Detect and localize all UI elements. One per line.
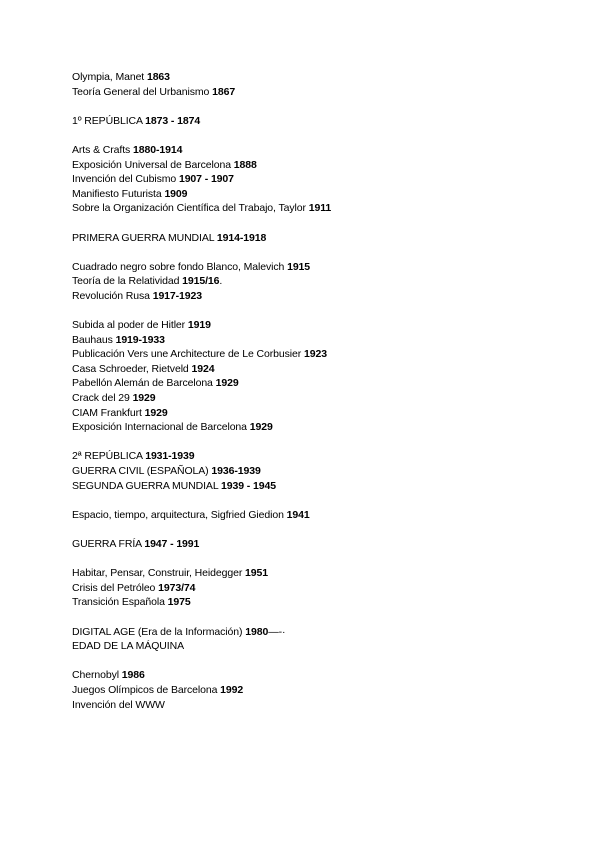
blank-line	[72, 216, 572, 231]
timeline-entry	[72, 260, 572, 275]
timeline-entry	[72, 376, 572, 391]
timeline-entry	[72, 114, 572, 129]
timeline-entry	[72, 231, 572, 246]
entry-date: 1929	[132, 392, 156, 405]
timeline-entry	[72, 333, 572, 348]
timeline-entry	[72, 406, 572, 421]
entry-date: 1888	[233, 158, 257, 171]
timeline-entry	[72, 85, 572, 100]
entry-text: Olympia, Manet	[72, 71, 147, 83]
timeline-entry	[72, 420, 572, 435]
entry-text: Chernobyl	[72, 669, 122, 682]
entry-date: 1867	[212, 85, 236, 98]
blank-line	[72, 245, 572, 260]
entry-text: DIGITAL AGE (Era de la Información)	[72, 625, 246, 638]
blank-line	[72, 522, 572, 537]
entry-text: GUERRA CIVIL (ESPAÑOLA)	[72, 465, 212, 478]
blank-line	[72, 99, 572, 114]
entry-date: 1973/74	[158, 581, 196, 594]
entry-date: 1919-1933	[115, 333, 165, 346]
entry-date: 1907 - 1907	[178, 173, 234, 186]
entry-date: 1936-1939	[211, 465, 261, 478]
entry-text: Arts & Crafts	[72, 143, 134, 156]
entry-text: Pabellón Alemán de Barcelona	[72, 377, 216, 390]
entry-date: 1947 - 1991	[144, 538, 200, 550]
entry-date: 1931-1939	[145, 450, 195, 463]
entry-text: Habitar, Pensar, Construir, Heidegger	[72, 567, 246, 580]
entry-text: Invención del WWW	[72, 698, 165, 711]
entry-text: GUERRA FRÍA	[72, 538, 145, 550]
timeline-entry	[72, 274, 572, 289]
timeline-entry	[72, 143, 572, 158]
timeline-entry	[72, 668, 572, 683]
entry-text: Exposición Universal de Barcelona	[72, 158, 234, 171]
timeline-entry	[72, 537, 572, 552]
entry-date: 1939 - 1945	[221, 479, 276, 492]
timeline-entry	[72, 289, 572, 304]
entry-date: 1975	[167, 596, 191, 609]
entry-date: 1911	[308, 202, 332, 215]
timeline-list	[72, 70, 572, 712]
entry-text: Casa Schroeder, Rietveld	[72, 362, 192, 375]
timeline-entry	[72, 187, 572, 202]
entry-date: 1941	[286, 508, 310, 521]
timeline-entry	[72, 639, 572, 654]
entry-text: Manifiesto Futurista	[72, 187, 165, 200]
entry-text: Exposición Internacional de Barcelona	[72, 421, 250, 434]
timeline-entry	[72, 508, 572, 523]
entry-date: 1915	[287, 260, 311, 273]
timeline-entry	[72, 625, 572, 640]
timeline-entry	[72, 158, 572, 173]
entry-date: 1863	[146, 71, 170, 83]
entry-date: 1909	[164, 187, 188, 200]
entry-text: Invención del Cubismo	[72, 173, 179, 186]
entry-text: Espacio, tiempo, arquitectura, Sigfried Giedion	[72, 508, 287, 521]
entry-date: 1880-1914	[133, 143, 183, 156]
blank-line	[72, 552, 572, 567]
entry-date: 1986	[121, 669, 145, 682]
entry-text: Sobre la Organización Científica del Trabajo, Taylor	[72, 202, 309, 215]
entry-text: Crisis del Petróleo	[72, 581, 159, 594]
entry-text: Teoría de la Relatividad	[72, 275, 183, 288]
blank-line	[72, 128, 572, 143]
entry-text: Revolución Rusa	[72, 289, 153, 302]
entry-date: 1980	[245, 625, 269, 638]
entry-date: 1924	[191, 362, 215, 375]
entry-text: Publicación Vers une Architecture de Le Corbusier	[72, 348, 304, 361]
timeline-entry	[72, 362, 572, 377]
entry-suffix: .	[219, 275, 223, 288]
timeline-entry	[72, 581, 572, 596]
entry-text: Crack del 29	[72, 392, 133, 405]
entry-date: 1915/16	[182, 275, 220, 288]
timeline-entry	[72, 464, 572, 479]
blank-line	[72, 654, 572, 669]
entry-date: 1919	[187, 319, 211, 332]
entry-date: 1929	[249, 421, 273, 434]
entry-text: Juegos Olímpicos de Barcelona	[72, 683, 221, 696]
entry-text: Teoría General del Urbanismo	[72, 85, 213, 98]
entry-text: Subida al poder de Hitler	[72, 319, 188, 332]
timeline-entry	[72, 595, 572, 610]
entry-text: Bauhaus	[72, 333, 116, 346]
entry-text: EDAD DE LA MÁQUINA	[72, 640, 184, 653]
timeline-entry	[72, 391, 572, 406]
entry-text: PRIMERA GUERRA MUNDIAL	[72, 231, 217, 244]
blank-line	[72, 610, 572, 625]
timeline-entry	[72, 449, 572, 464]
entry-text: Cuadrado negro sobre fondo Blanco, Malevich	[72, 260, 288, 273]
entry-date: 1992	[220, 683, 244, 696]
entry-suffix: —-·	[268, 625, 286, 638]
timeline-entry	[72, 318, 572, 333]
timeline-entry	[72, 70, 572, 85]
entry-date: 1951	[245, 567, 269, 580]
entry-date: 1923	[303, 348, 327, 361]
entry-text: 2ª REPÚBLICA	[72, 450, 146, 463]
entry-text: Transición Española	[72, 596, 168, 609]
entry-text: CIAM Frankfurt	[72, 406, 145, 419]
timeline-entry	[72, 201, 572, 216]
timeline-entry	[72, 683, 572, 698]
timeline-entry	[72, 347, 572, 362]
entry-text: 1º REPÚBLICA	[72, 114, 146, 127]
timeline-entry	[72, 172, 572, 187]
timeline-entry	[72, 698, 572, 713]
timeline-entry	[72, 479, 572, 494]
entry-date: 1917-1923	[152, 289, 203, 302]
entry-text: SEGUNDA GUERRA MUNDIAL	[72, 479, 222, 492]
entry-date: 1873 - 1874	[145, 114, 201, 127]
blank-line	[72, 435, 572, 450]
blank-line	[72, 304, 572, 319]
entry-date: 1929	[215, 377, 239, 390]
blank-line	[72, 493, 572, 508]
entry-date: 1914-1918	[216, 231, 267, 244]
timeline-entry	[72, 566, 572, 581]
entry-date: 1929	[144, 406, 168, 419]
